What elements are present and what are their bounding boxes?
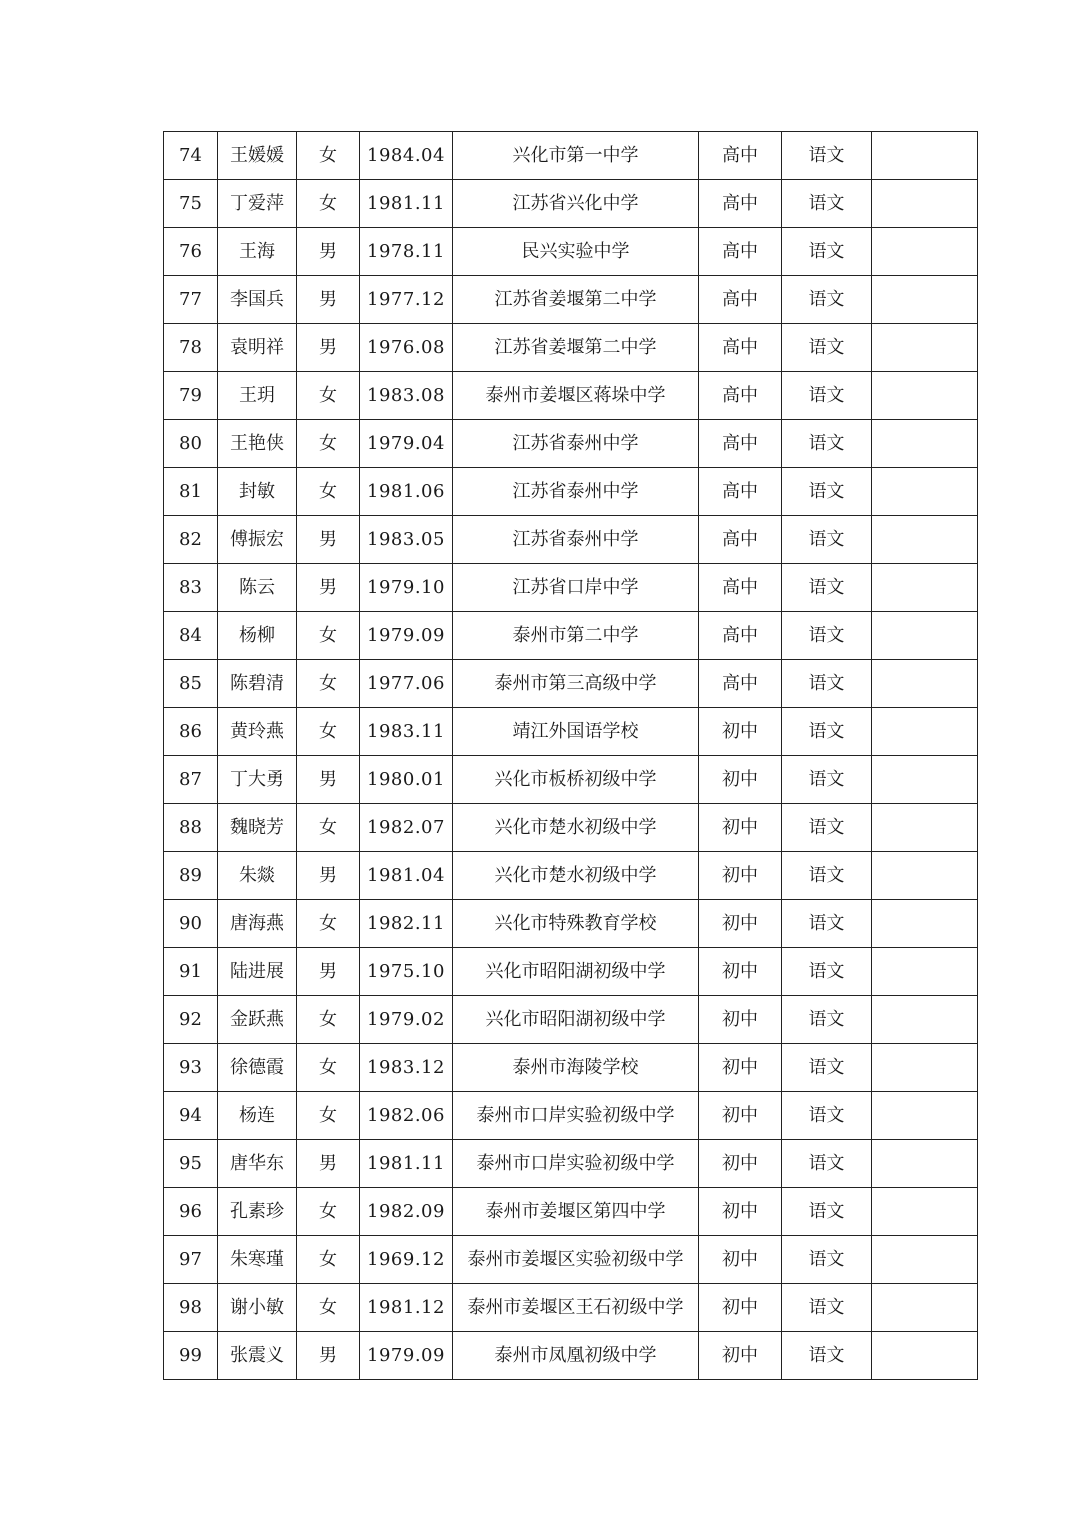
cell-gender: 男 — [297, 1140, 360, 1188]
cell-name: 朱燚 — [218, 852, 297, 900]
cell-name: 孔素珍 — [218, 1188, 297, 1236]
cell-number: 91 — [164, 948, 218, 996]
cell-school-level: 初中 — [699, 1092, 782, 1140]
cell-gender: 男 — [297, 852, 360, 900]
cell-school-level: 初中 — [699, 852, 782, 900]
cell-gender: 男 — [297, 276, 360, 324]
table-row — [164, 372, 978, 420]
cell-school: 泰州市第三高级中学 — [453, 660, 699, 708]
cell-school-level: 初中 — [699, 996, 782, 1044]
table-row — [164, 1092, 978, 1140]
cell-birth-date: 1983.11 — [360, 708, 453, 756]
cell-number: 97 — [164, 1236, 218, 1284]
roster-table-body — [164, 132, 978, 1380]
cell-school: 泰州市姜堰区第四中学 — [453, 1188, 699, 1236]
cell-name: 杨柳 — [218, 612, 297, 660]
table-row — [164, 996, 978, 1044]
cell-school: 泰州市凤凰初级中学 — [453, 1332, 699, 1380]
cell-school: 泰州市第二中学 — [453, 612, 699, 660]
cell-note — [872, 900, 978, 948]
cell-gender: 女 — [297, 1044, 360, 1092]
cell-gender: 女 — [297, 804, 360, 852]
cell-birth-date: 1977.12 — [360, 276, 453, 324]
cell-subject: 语文 — [782, 1188, 872, 1236]
cell-school-level: 初中 — [699, 708, 782, 756]
table-row — [164, 420, 978, 468]
cell-birth-date: 1981.11 — [360, 1140, 453, 1188]
cell-note — [872, 804, 978, 852]
cell-name: 魏晓芳 — [218, 804, 297, 852]
table-row — [164, 804, 978, 852]
cell-name: 王艳侠 — [218, 420, 297, 468]
table-row — [164, 708, 978, 756]
cell-note — [872, 468, 978, 516]
cell-note — [872, 948, 978, 996]
cell-note — [872, 1284, 978, 1332]
cell-birth-date: 1981.06 — [360, 468, 453, 516]
cell-subject: 语文 — [782, 132, 872, 180]
cell-gender: 女 — [297, 420, 360, 468]
cell-school-level: 初中 — [699, 1332, 782, 1380]
cell-gender: 女 — [297, 1092, 360, 1140]
cell-name: 傅振宏 — [218, 516, 297, 564]
cell-name: 陈碧清 — [218, 660, 297, 708]
cell-note — [872, 1092, 978, 1140]
table-row — [164, 1044, 978, 1092]
cell-school-level: 高中 — [699, 324, 782, 372]
cell-gender: 男 — [297, 564, 360, 612]
cell-note — [872, 756, 978, 804]
cell-subject: 语文 — [782, 420, 872, 468]
cell-gender: 男 — [297, 516, 360, 564]
cell-subject: 语文 — [782, 1140, 872, 1188]
cell-subject: 语文 — [782, 1092, 872, 1140]
cell-school-level: 初中 — [699, 900, 782, 948]
cell-number: 94 — [164, 1092, 218, 1140]
teacher-roster-table — [163, 131, 978, 1380]
cell-subject: 语文 — [782, 276, 872, 324]
cell-school: 江苏省泰州中学 — [453, 468, 699, 516]
cell-subject: 语文 — [782, 1236, 872, 1284]
cell-note — [872, 852, 978, 900]
cell-school: 兴化市昭阳湖初级中学 — [453, 948, 699, 996]
cell-school: 兴化市板桥初级中学 — [453, 756, 699, 804]
cell-subject: 语文 — [782, 564, 872, 612]
cell-subject: 语文 — [782, 1284, 872, 1332]
cell-gender: 男 — [297, 228, 360, 276]
cell-number: 96 — [164, 1188, 218, 1236]
table-row — [164, 228, 978, 276]
cell-note — [872, 516, 978, 564]
cell-number: 76 — [164, 228, 218, 276]
cell-gender: 女 — [297, 1284, 360, 1332]
cell-gender: 男 — [297, 1332, 360, 1380]
table-row — [164, 948, 978, 996]
cell-note — [872, 1044, 978, 1092]
table-row — [164, 516, 978, 564]
cell-birth-date: 1982.09 — [360, 1188, 453, 1236]
cell-gender: 女 — [297, 468, 360, 516]
table-row — [164, 1284, 978, 1332]
cell-subject: 语文 — [782, 372, 872, 420]
cell-note — [872, 1140, 978, 1188]
cell-subject: 语文 — [782, 1332, 872, 1380]
cell-number: 79 — [164, 372, 218, 420]
cell-school-level: 高中 — [699, 372, 782, 420]
cell-school: 泰州市口岸实验初级中学 — [453, 1140, 699, 1188]
cell-name: 陆进展 — [218, 948, 297, 996]
cell-name: 朱寒瑾 — [218, 1236, 297, 1284]
cell-subject: 语文 — [782, 708, 872, 756]
cell-school: 靖江外国语学校 — [453, 708, 699, 756]
cell-school: 江苏省兴化中学 — [453, 180, 699, 228]
cell-name: 唐华东 — [218, 1140, 297, 1188]
cell-note — [872, 708, 978, 756]
cell-name: 唐海燕 — [218, 900, 297, 948]
table-row — [164, 468, 978, 516]
cell-birth-date: 1978.11 — [360, 228, 453, 276]
cell-school: 泰州市海陵学校 — [453, 1044, 699, 1092]
cell-note — [872, 996, 978, 1044]
cell-school-level: 高中 — [699, 132, 782, 180]
cell-name: 张震义 — [218, 1332, 297, 1380]
cell-gender: 男 — [297, 756, 360, 804]
cell-school-level: 初中 — [699, 1140, 782, 1188]
cell-gender: 女 — [297, 708, 360, 756]
cell-school: 江苏省泰州中学 — [453, 516, 699, 564]
cell-school-level: 初中 — [699, 1236, 782, 1284]
cell-school-level: 高中 — [699, 180, 782, 228]
cell-school-level: 初中 — [699, 804, 782, 852]
cell-birth-date: 1977.06 — [360, 660, 453, 708]
cell-name: 陈云 — [218, 564, 297, 612]
cell-number: 82 — [164, 516, 218, 564]
cell-name: 丁大勇 — [218, 756, 297, 804]
cell-note — [872, 1188, 978, 1236]
table-row — [164, 276, 978, 324]
table-row — [164, 180, 978, 228]
cell-birth-date: 1976.08 — [360, 324, 453, 372]
cell-number: 87 — [164, 756, 218, 804]
cell-gender: 男 — [297, 948, 360, 996]
cell-birth-date: 1981.04 — [360, 852, 453, 900]
cell-subject: 语文 — [782, 900, 872, 948]
cell-birth-date: 1981.11 — [360, 180, 453, 228]
cell-gender: 女 — [297, 132, 360, 180]
cell-birth-date: 1983.08 — [360, 372, 453, 420]
table-row — [164, 660, 978, 708]
cell-name: 李国兵 — [218, 276, 297, 324]
cell-name: 王媛媛 — [218, 132, 297, 180]
cell-gender: 女 — [297, 900, 360, 948]
cell-subject: 语文 — [782, 180, 872, 228]
cell-birth-date: 1975.10 — [360, 948, 453, 996]
cell-school-level: 高中 — [699, 516, 782, 564]
cell-subject: 语文 — [782, 852, 872, 900]
table-row — [164, 1236, 978, 1284]
cell-note — [872, 420, 978, 468]
cell-school-level: 高中 — [699, 420, 782, 468]
cell-note — [872, 180, 978, 228]
cell-note — [872, 1236, 978, 1284]
cell-note — [872, 228, 978, 276]
cell-name: 黄玲燕 — [218, 708, 297, 756]
table-row — [164, 324, 978, 372]
cell-gender: 女 — [297, 1188, 360, 1236]
cell-gender: 男 — [297, 324, 360, 372]
cell-school-level: 高中 — [699, 468, 782, 516]
cell-school: 兴化市特殊教育学校 — [453, 900, 699, 948]
cell-birth-date: 1979.02 — [360, 996, 453, 1044]
table-row — [164, 1332, 978, 1380]
cell-subject: 语文 — [782, 996, 872, 1044]
cell-name: 徐德霞 — [218, 1044, 297, 1092]
cell-school-level: 高中 — [699, 276, 782, 324]
table-row — [164, 132, 978, 180]
cell-name: 丁爱萍 — [218, 180, 297, 228]
cell-subject: 语文 — [782, 468, 872, 516]
cell-note — [872, 132, 978, 180]
cell-number: 85 — [164, 660, 218, 708]
cell-gender: 女 — [297, 660, 360, 708]
cell-birth-date: 1979.09 — [360, 612, 453, 660]
cell-school-level: 高中 — [699, 612, 782, 660]
cell-number: 78 — [164, 324, 218, 372]
cell-birth-date: 1969.12 — [360, 1236, 453, 1284]
cell-school: 兴化市楚水初级中学 — [453, 804, 699, 852]
cell-birth-date: 1983.12 — [360, 1044, 453, 1092]
cell-number: 80 — [164, 420, 218, 468]
cell-number: 92 — [164, 996, 218, 1044]
cell-birth-date: 1980.01 — [360, 756, 453, 804]
cell-school-level: 初中 — [699, 756, 782, 804]
cell-school: 兴化市昭阳湖初级中学 — [453, 996, 699, 1044]
cell-name: 金跃燕 — [218, 996, 297, 1044]
cell-note — [872, 660, 978, 708]
cell-note — [872, 564, 978, 612]
cell-gender: 女 — [297, 180, 360, 228]
cell-birth-date: 1984.04 — [360, 132, 453, 180]
cell-number: 84 — [164, 612, 218, 660]
cell-number: 89 — [164, 852, 218, 900]
cell-school-level: 初中 — [699, 1284, 782, 1332]
cell-note — [872, 276, 978, 324]
cell-name: 谢小敏 — [218, 1284, 297, 1332]
cell-school: 江苏省口岸中学 — [453, 564, 699, 612]
cell-school: 江苏省姜堰第二中学 — [453, 324, 699, 372]
cell-number: 74 — [164, 132, 218, 180]
cell-subject: 语文 — [782, 324, 872, 372]
cell-school: 江苏省泰州中学 — [453, 420, 699, 468]
cell-note — [872, 1332, 978, 1380]
cell-birth-date: 1979.10 — [360, 564, 453, 612]
cell-school-level: 高中 — [699, 660, 782, 708]
table-row — [164, 1140, 978, 1188]
cell-gender: 女 — [297, 1236, 360, 1284]
cell-birth-date: 1982.06 — [360, 1092, 453, 1140]
cell-subject: 语文 — [782, 804, 872, 852]
cell-number: 81 — [164, 468, 218, 516]
cell-number: 99 — [164, 1332, 218, 1380]
cell-subject: 语文 — [782, 660, 872, 708]
cell-number: 75 — [164, 180, 218, 228]
cell-name: 封敏 — [218, 468, 297, 516]
cell-number: 90 — [164, 900, 218, 948]
cell-number: 93 — [164, 1044, 218, 1092]
cell-number: 77 — [164, 276, 218, 324]
cell-subject: 语文 — [782, 756, 872, 804]
cell-number: 88 — [164, 804, 218, 852]
cell-school: 江苏省姜堰第二中学 — [453, 276, 699, 324]
cell-number: 98 — [164, 1284, 218, 1332]
cell-birth-date: 1979.09 — [360, 1332, 453, 1380]
cell-school: 泰州市姜堰区蒋垛中学 — [453, 372, 699, 420]
cell-note — [872, 324, 978, 372]
cell-birth-date: 1983.05 — [360, 516, 453, 564]
cell-name: 杨连 — [218, 1092, 297, 1140]
cell-name: 王玥 — [218, 372, 297, 420]
cell-subject: 语文 — [782, 612, 872, 660]
cell-school-level: 初中 — [699, 1188, 782, 1236]
cell-birth-date: 1981.12 — [360, 1284, 453, 1332]
cell-note — [872, 372, 978, 420]
cell-school: 泰州市姜堰区王石初级中学 — [453, 1284, 699, 1332]
cell-school: 泰州市姜堰区实验初级中学 — [453, 1236, 699, 1284]
cell-number: 95 — [164, 1140, 218, 1188]
cell-school-level: 高中 — [699, 228, 782, 276]
cell-gender: 女 — [297, 612, 360, 660]
cell-number: 83 — [164, 564, 218, 612]
cell-birth-date: 1982.11 — [360, 900, 453, 948]
cell-birth-date: 1982.07 — [360, 804, 453, 852]
cell-name: 袁明祥 — [218, 324, 297, 372]
table-row — [164, 756, 978, 804]
cell-birth-date: 1979.04 — [360, 420, 453, 468]
cell-gender: 女 — [297, 996, 360, 1044]
table-row — [164, 612, 978, 660]
cell-school: 泰州市口岸实验初级中学 — [453, 1092, 699, 1140]
cell-subject: 语文 — [782, 228, 872, 276]
cell-subject: 语文 — [782, 948, 872, 996]
cell-school-level: 初中 — [699, 1044, 782, 1092]
cell-name: 王海 — [218, 228, 297, 276]
cell-school: 兴化市楚水初级中学 — [453, 852, 699, 900]
table-row — [164, 900, 978, 948]
cell-school-level: 高中 — [699, 564, 782, 612]
cell-school: 兴化市第一中学 — [453, 132, 699, 180]
cell-note — [872, 612, 978, 660]
cell-number: 86 — [164, 708, 218, 756]
cell-gender: 女 — [297, 372, 360, 420]
cell-school-level: 初中 — [699, 948, 782, 996]
table-row — [164, 852, 978, 900]
cell-subject: 语文 — [782, 516, 872, 564]
table-row — [164, 564, 978, 612]
table-row — [164, 1188, 978, 1236]
cell-subject: 语文 — [782, 1044, 872, 1092]
cell-school: 民兴实验中学 — [453, 228, 699, 276]
